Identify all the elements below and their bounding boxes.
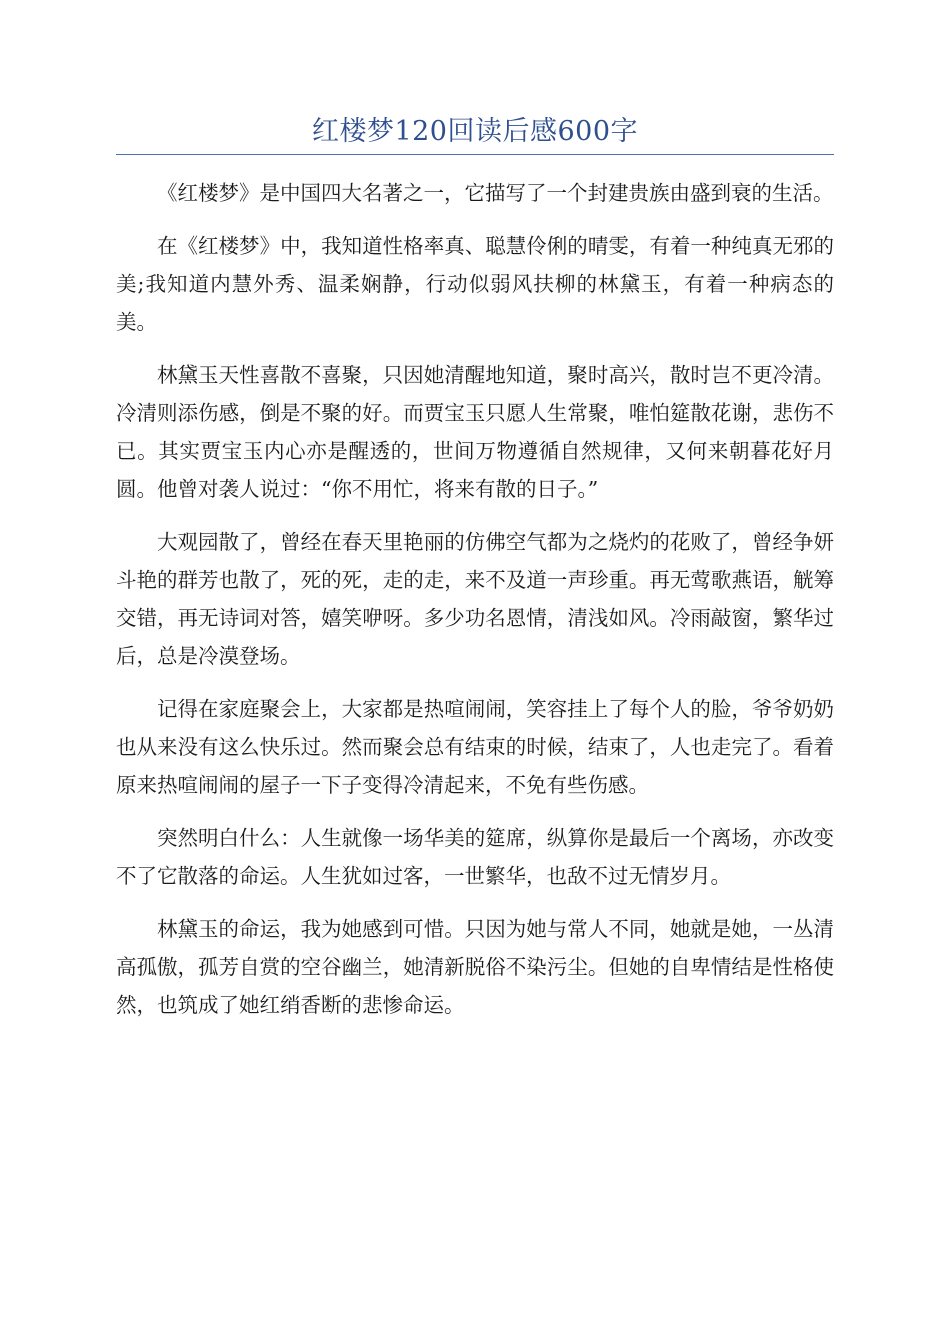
paragraph-7: 林黛玉的命运，我为她感到可惜。只因为她与常人不同，她就是她，一丛清高孤傲，孤芳自赏的空谷幽兰，她清新脱俗不染污尘。但她的自卑情结是性格使然，也筑成了她红绡香断的悲惨命运。 (116, 917, 834, 1017)
paragraph-6: 突然明白什么：人生就像一场华美的筵席，纵算你是最后一个离场，亦改变不了它散落的命运。人生犹如过客，一世繁华，也敌不过无情岁月。 (116, 826, 834, 888)
paragraph-5: 记得在家庭聚会上，大家都是热喧闹闹，笑容挂上了每个人的脸，爷爷奶奶也从来没有这么快乐过。然而聚会总有结束的时候，结束了，人也走完了。看着原来热喧闹闹的屋子一下子变得冷清起来，不免有些伤感。 (116, 697, 834, 797)
paragraph-1: 《红楼梦》是中国四大名著之一，它描写了一个封建贵族由盛到衰的生活。 (157, 181, 834, 205)
paragraph-4: 大观园散了，曾经在春天里艳丽的仿佛空气都为之烧灼的花败了，曾经争妍斗艳的群芳也散了，死的死，走的走，来不及道一声珍重。再无莺歌燕语，觥筹交错，再无诗词对答，嬉笑咿呀。多少功名恩情，清浅如风。冷雨敲窗，繁华过后，总是冷漠登场。 (116, 530, 834, 668)
paragraph-3: 林黛玉天性喜散不喜聚，只因她清醒地知道，聚时高兴，散时岂不更冷清。冷清则添伤感，倒是不聚的好。而贾宝玉只愿人生常聚，唯怕筵散花谢，悲伤不已。其实贾宝玉内心亦是醒透的，世间万物遵循自然规律，又何来朝暮花好月圆。他曾对袭人说过：“你不用忙，将来有散的日子。” (116, 363, 834, 501)
paragraph-2: 在《红楼梦》中，我知道性格率真、聪慧伶俐的晴雯，有着一种纯真无邪的美;我知道内慧外秀、温柔娴静，行动似弱风扶柳的林黛玉，有着一种病态的美。 (116, 234, 834, 334)
title-divider (116, 154, 834, 155)
page-title: 红楼梦120回读后感600字 (311, 116, 639, 147)
document-body (116, 174, 834, 1039)
